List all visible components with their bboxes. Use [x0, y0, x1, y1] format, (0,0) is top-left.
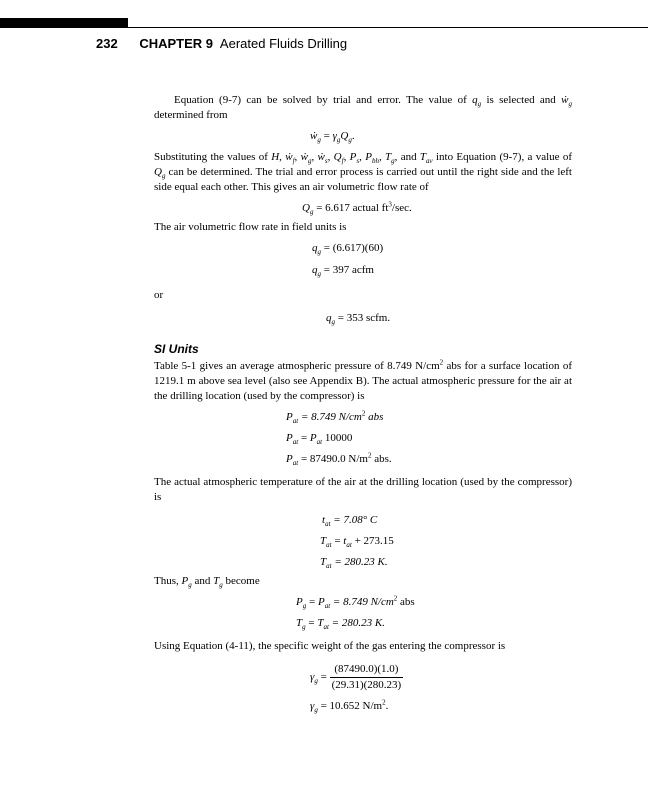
- paragraph-atm-pressure: Table 5-1 gives an average atmospheric pressure of 8.749 $N/cm^2$ abs for a surface location of 1219.1 m above sea level (also see Appendix B). The actual atmospheric pressure for the air at the drilling location (used by the compressor) is: [154, 358, 572, 402]
- equation-qg-1: $q_g = (6.617)(60)$: [312, 242, 384, 257]
- equation-gamma-fraction: $\gamma_g$ = $\frac{(87490.0)(1.0)}{(29.31)(280.23)}$: [310, 663, 402, 691]
- equation-qg-2: $q_g = 397$ acfm: [312, 264, 374, 279]
- equation-wg: ẇ$_g$ = $\gamma_gQ_g$.: [310, 130, 355, 145]
- equation-qg-3: $q_g = 353$ scfm.: [326, 312, 391, 327]
- paragraph-atm-temperature: The actual atmospheric temperature of the air at the drilling location (used by the compressor) is: [154, 476, 572, 503]
- fraction-numerator: (87490.0)(1.0): [330, 662, 404, 678]
- page-body: [154, 93, 572, 714]
- page-header: [96, 36, 347, 51]
- equation-tat: $t_{at} = 7.08^\circ$ C: [322, 514, 378, 529]
- paragraph-specific-weight: Using Equation (4-11), the specific weight of the gas entering the compressor is: [154, 640, 506, 652]
- paragraph-field-units: The air volumetric flow rate in field units is: [154, 221, 347, 233]
- paragraph-substituting: Substituting the values of H, ẇ$_f$, ẇ$_g$, ẇ$_s$, $Q_f$, $P_s$, $P_{bh}$, $T_g$, and $T_{av}$ into Equation (9-7), a value of $Q_g$ can be determined. The trial and error process is carried out until the right side and the left side equal each other. This gives an air volumetric flow rate of: [154, 151, 573, 193]
- page-number: 232: [96, 36, 118, 51]
- paragraph-trial-error: Equation (9-7) can be solved by trial and error. The value of $q_g$ is selected and ẇ$_g$ determined from: [154, 94, 572, 121]
- or-label: or: [154, 289, 164, 301]
- fraction: [330, 662, 404, 693]
- equation-Tat-2: $T_{at} = 280.23$ K.: [320, 556, 388, 571]
- equation-gamma-result: $\gamma_g = 10.652$ $N/m^2$.: [310, 698, 389, 715]
- header-rule-bar: [0, 18, 128, 28]
- chapter-label: CHAPTER 9: [139, 36, 214, 51]
- si-units-heading: SI Units: [154, 342, 199, 356]
- paragraph-thus: Thus, $P_g$ and $T_g$ become: [154, 575, 260, 590]
- equation-Pg: $P_g = P_{at} = 8.749$ $N/cm^2$ abs: [296, 594, 415, 611]
- equation-Tat-1: $T_{at} = t_{at} + 273.15$: [320, 535, 394, 550]
- equation-Pat-2: $P_{at} = P_{at}$ 10000: [286, 432, 353, 447]
- equation-Pat-3: $P_{at} = 87490.0$ $N/m^2$ abs.: [286, 451, 392, 468]
- equation-Tg: $T_g = T_{at} = 280.23$ K.: [296, 617, 385, 632]
- fraction-denominator: (29.31)(280.23): [331, 679, 402, 691]
- equation-Pat-1: $P_{at} = 8.749$ $N/cm^2$ abs: [286, 409, 384, 426]
- equation-Qg: $Q_g = 6.617$ actual $ft^3/\sec$.: [302, 200, 412, 217]
- header-rule-line: [128, 27, 648, 28]
- chapter-title: Aerated Fluids Drilling: [219, 36, 348, 51]
